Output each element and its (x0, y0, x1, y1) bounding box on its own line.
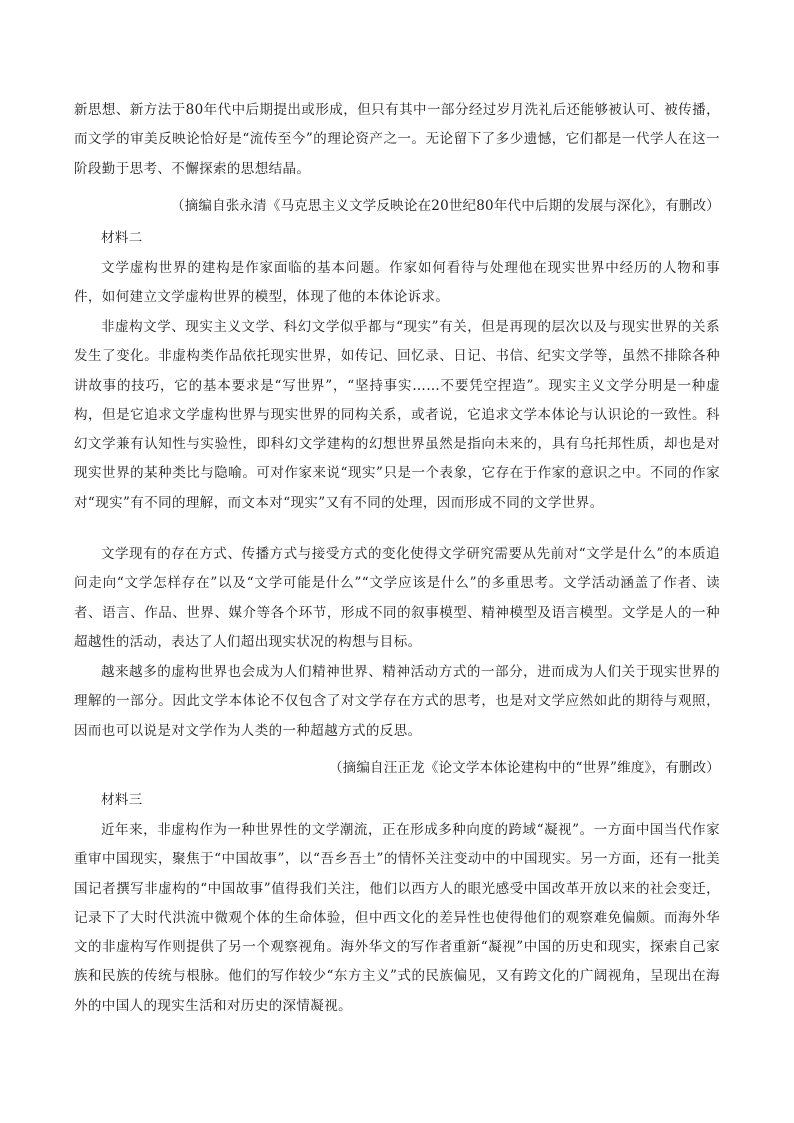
material-three-heading: 材料三 (101, 792, 143, 808)
intro-paragraph: 新思想、新方法于80年代中后期提出或形成，但只有其中一部分经过岁月洗礼后还能够被认可、被传播，而文学的审美反映论恰好是“流传至今”的理论资产之一。无论留下了多少遗憾，它们都是一代学人在这一阶段勤于思考、不懈探索的思想结晶。 (74, 102, 720, 177)
material-two-paragraph-4: 越来越多的虚构世界也会成为人们精神世界、精神活动方式的一部分，进而成为人们关于现实世界的理解的一部分。因此文学本体论不仅包含了对文学存在方式的思考，也是对文学应然如此的期待与观照，因而也可以说是对文学作为人类的一种超越方式的反思。 (74, 664, 720, 739)
material-two-source-citation: （摘编自汪正龙《论文学本体论建构中的“世界”维度》，有删改） (328, 760, 720, 776)
material-two-paragraph-1: 文学虚构世界的建构是作家面临的基本问题。作家如何看待与处理他在现实世界中经历的人物和事件，如何建立文学虚构世界的模型，体现了他的本体论诉求。 (74, 260, 720, 306)
material-two-paragraph-3: 文学现有的存在方式、传播方式与接受方式的变化使得文学研究需要从先前对“文学是什么”的本质追问走向“文学怎样存在”以及“文学可能是什么”“文学应该是什么”的多重思考。文学活动涵盖了作者、读者、语言、作品、世界、媒介等各个环节，形成不同的叙事模型、精神模型及语言模型。文学是人的一种超越性的活动，表达了人们超出现实状况的构想与目标。 (74, 546, 720, 650)
material-two-heading: 材料二 (101, 230, 143, 246)
material-two-paragraph-2: 非虚构文学、现实主义文学、科幻文学似乎都与“现实”有关，但是再现的层次以及与现实世界的关系发生了变化。非虚构类作品依托现实世界，如传记、回忆录、日记、书信、纪实文学等，虽然不排除各种讲故事的技巧，它的基本要求是“写世界”，“坚持事实……不要凭空捏造”。现实主义文学分明是一种虚构，但是它追求文学虚构世界与现实世界的同构关系，或者说，它追求文学本体论与认识论的一致性。科幻文学兼有认知性与实验性，即科幻文学建构的幻想世界虽然是指向未来的，具有乌托邦性质，却也是对现实世界的某种类比与隐喻。可对作家来说“现实”只是一个表象，它存在于作家的意识之中。不同的作家对“现实”有不同的理解，而文本对“现实”又有不同的处理，因而形成不同的文学世界。 (74, 319, 720, 511)
material-three-paragraph-1: 近年来，非虚构作为一种世界性的文学潮流，正在形成多种向度的跨域“凝视”。一方面中国当代作家重审中国现实，聚焦于“中国故事”，以“吾乡吾土”的情怀关注变动中的中国现实。另一方面，还有一批美国记者撰写非虚构的“中国故事”值得我们关注，他们以西方人的眼光感受中国改革开放以来的社会变迁，记录下了大时代洪流中微观个体的生命体验，但中西文化的差异性也使得他们的观察难免偏颇。而海外华文的非虚构写作则提供了另一个观察视角。海外华文的写作者重新“凝视”中国的历史和现实，探索自己家族和民族的传统与根脉。他们的写作较少“东方主义”式的民族偏见，又有跨文化的广阔视角，呈现出在海外的中国人的现实生活和对历史的深情凝视。 (74, 822, 720, 1014)
intro-source-citation: （摘编自张永清《马克思主义文学反映论在20世纪80年代中后期的发展与深化》，有删改） (170, 198, 720, 214)
